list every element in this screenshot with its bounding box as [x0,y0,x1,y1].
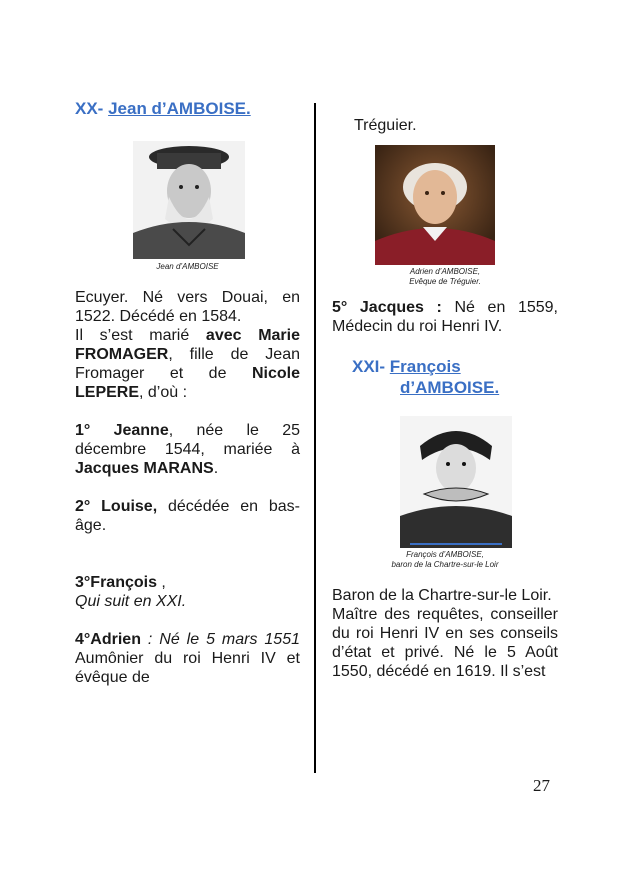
right-column [332,116,558,681]
child-jacques: 5° Jacques : Né en 1559, Médecin du roi Henri IV. [332,299,559,335]
page-number: 27 [533,776,550,795]
child-jeanne: 1° Jeanne, née le 25 décembre 1544, mariée à Jacques MARANS. [75,422,300,477]
child-francois: 3°François , Qui suit en XXI. [75,574,187,610]
portrait-caption-adrien: Adrien d’AMBOISE, Evêque de Tréguier. [409,267,481,286]
section-heading-xx: XX- Jean d’AMBOISE. [75,99,251,118]
column-divider [314,103,316,773]
child-adrien: 4°Adrien : Né le 5 mars 1551 Aumônier du roi Henri IV et évêque de [75,631,300,686]
portrait-jean-damboise [133,141,245,259]
portrait-caption-jean: Jean d’AMBOISE [156,262,219,271]
paragraph-jean: Ecuyer. Né vers Douai, en 1522. Décédé en 1584. Il s’est marié avec Marie FROMAGER, fille de Jean Fromager et de Nicole LEPERE, d’où : [75,289,300,401]
section-heading-xxi: XXI- François d’AMBOISE. [352,357,500,397]
portrait-adrien-damboise [375,145,495,265]
paragraph-francois: Baron de la Chartre-sur-le Loir. Maître des requêtes, conseiller du roi Henri IV en ses conseils d’état et privé. Né le 5 Août 1550, décédé en 1619. Il s’est [332,587,558,680]
left-column [75,100,300,687]
portrait-caption-francois: François d’AMBOISE, baron de la Chartre-sur-le Loir [391,550,499,569]
child-louise: 2° Louise, décédée en bas-âge. [75,498,300,534]
portrait-francois-damboise [400,416,512,548]
continuation-text: Tréguier. [354,117,417,134]
